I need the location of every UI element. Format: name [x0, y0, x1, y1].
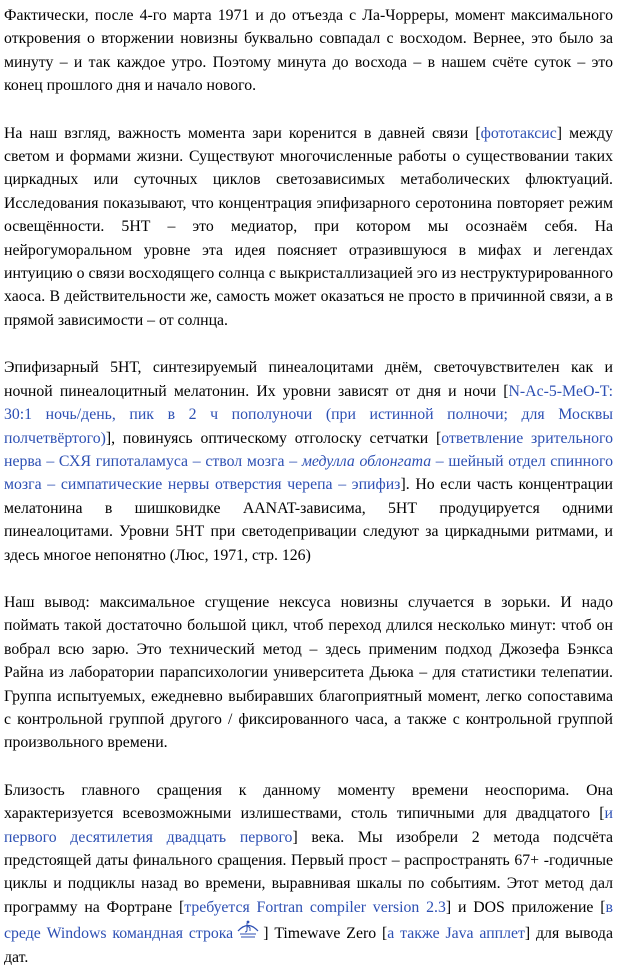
- paragraph-text: ], повинуясь оптическому отголоску сетчатки [: [105, 429, 442, 447]
- phototaxis-link[interactable]: фототаксис: [480, 124, 557, 142]
- paragraph-final-concrescence: [4, 779, 613, 969]
- paragraph-text: ] между светом и формами жизни. Существуют многочисленные работы о существовании таких циркадных или суточных циклов светозависимых метаболических флюктуаций. Исследования показывают, что концентрация эпифизарного серотонина повторяет режим освещённости. 5НТ – это медиатор, при котором мы осознаём себя. На нейрогуморальном уровне эта идея поясняет отразившуюся в мифах и легендах интуицию о связи восходящего солнца с выкристаллизацией эго из неструктурированного хаоса. В действительности же, самость может оказаться не просто в причинной связи, а в прямой зависимости – от солнца.: [4, 124, 613, 329]
- paragraph-text: Фактически, после 4-го марта 1971 и до отъезда с Ла-Чорреры, момент максимального откровения о вторжении новизны буквально совпадал с восходом. Вернее, это было за минуту – и так каждое утро. Поэтому минута до восхода – в нашем счёте суток – это конец прошлого дня и начало нового.: [4, 7, 613, 95]
- hand-cursor-icon: [233, 919, 263, 941]
- melatonin-ratio-link[interactable]: N-Ac-5-MeO-T: 30:1 ночь/день, пик в 2 ч пополуночи (при истинной полночи; для Москвы полчетвёртого): [4, 382, 613, 447]
- paragraph-text: ] века. Мы изобрели 2 метода подсчёта предстоящей даты финального сращения. Первый прост – распространять 67+ -годичные циклы и подциклы назад во времени, выравнивая шкалы по событиям. Этот метод дал программу на Фортране [: [4, 828, 613, 916]
- paragraph-text: ] Timewave Zero [: [263, 925, 388, 943]
- optic-pathway-link-part: – шейный отдел спинного мозга – симпатические нервы отверстия черепа – эпифиз: [4, 452, 613, 494]
- paragraph-text: Наш вывод: максимальное сгущение нексуса новизны случается в зорьки. И надо поймать такой достаточно большой цикл, чтоб переход длился несколько минут: чтоб он вобрал всю зарю. Это технический метод – здесь применим подход Джозефа Бэнкса Райна из лаборатории парапсихологии университета Дьюка – для статистики телепатии. Группа испытуемых, ежедневно выбиравших благоприятный момент, легко сопоставима с контрольной группой другого / фиксированного часа, а также с контрольной группой произвольного времени.: [4, 593, 613, 752]
- paragraph-text: ] и DOS приложение [: [445, 898, 606, 916]
- java-applet-link[interactable]: а также Java апплет: [387, 925, 525, 943]
- fortran-compiler-link[interactable]: требуется Fortran compiler version 2.3: [184, 898, 446, 916]
- optic-pathway-link-part: ответвление зрительного нерва – СХЯ гипоталамуса – ствол мозга –: [4, 429, 613, 470]
- windows-command-line-link[interactable]: в среде Windows командная строка: [4, 898, 613, 943]
- paragraph-text: Близость главного сращения к данному моменту времени неоспорима. Она характеризуется всевозможными излишествами, столь типичными для двадцатого [: [4, 781, 613, 823]
- paragraph-conclusion: [4, 591, 613, 755]
- paragraph-text: ]. Но если часть концентрации мелатонина в шишковидке AANAT-зависима, 5НТ продуцируется одними пинеалоцитами. Уровни 5НТ при светодепривации следуют за циркадными ритмами, и здесь многое непонятно (Люс, 1971, стр. 126): [4, 476, 613, 564]
- paragraph-pineal-5ht: [4, 356, 613, 567]
- paragraph-dawn-revelation: [4, 4, 613, 98]
- optic-pathway-link-italic: медулла облонгата: [301, 452, 432, 470]
- paragraph-text: ] для вывода дат.: [4, 925, 613, 966]
- paragraph-phototaxis: [4, 122, 613, 333]
- paragraph-text: На наш взгляд, важность момента зари коренится в давней связи [: [4, 124, 481, 142]
- twenty-first-century-link[interactable]: и первого десятилетия двадцать первого: [4, 805, 613, 846]
- paragraph-text: Эпифизарный 5НТ, синтезируемый пинеалоцитами днём, светочувствителен как и ночной пинеалоцитный мелатонин. Их уровни зависят от дня и ночи [: [4, 359, 613, 400]
